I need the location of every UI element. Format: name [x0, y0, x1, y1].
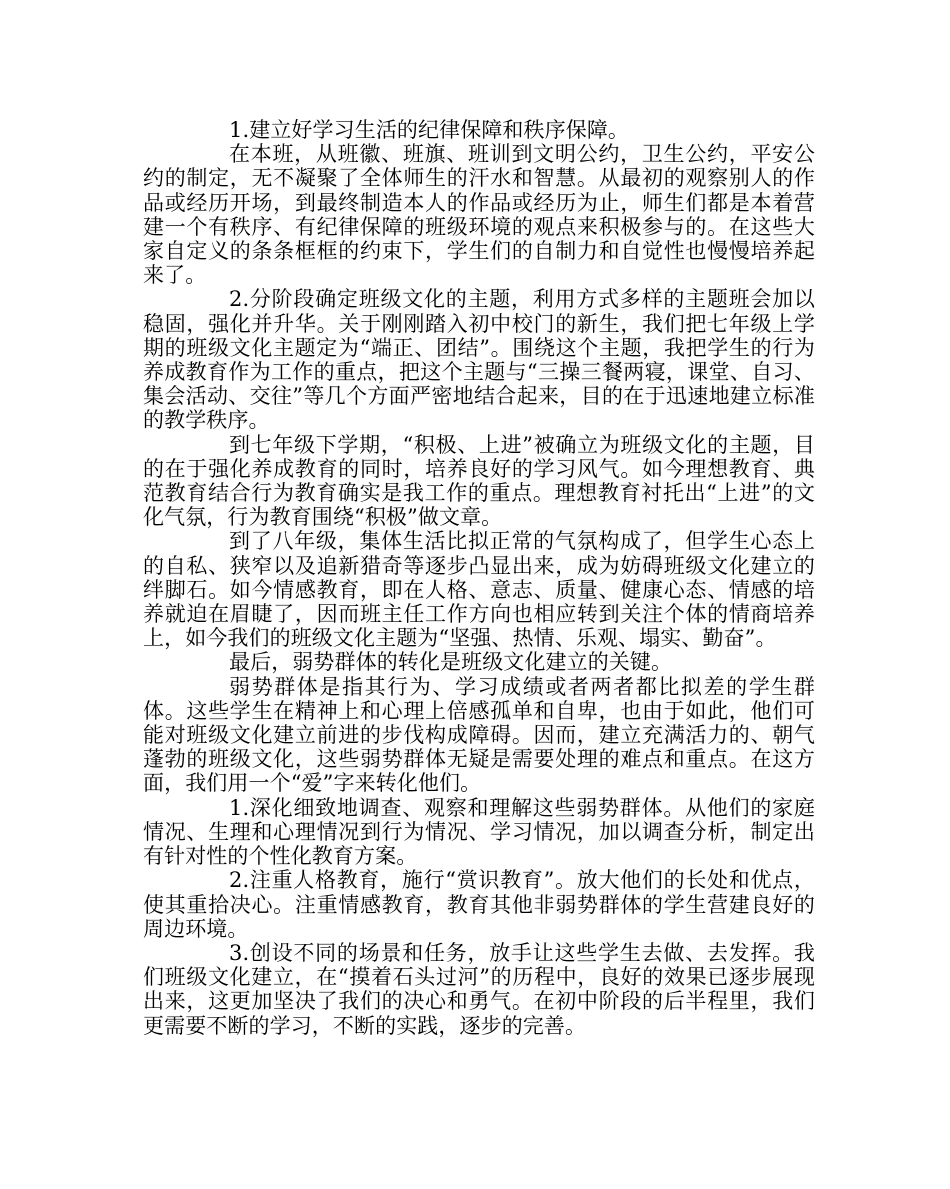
paragraph-3: 2.分阶段确定班级文化的主题，利用方式多样的主题班会加以稳固，强化并升华。关于刚刚踏入初中校门的新生，我们把七年级上学期的班级文化主题定为“端正、团结”。围绕这个主题，我把学生的行为养成教育作为工作的重点，把这个主题与“三操三餐两寝，课堂、自习、集会活动、交往”等几个方面严密地结合起来，目的在于迅速地建立标准的教学秩序。	[143, 287, 815, 433]
paragraph-2: 在本班，从班徽、班旗、班训到文明公约，卫生公约，平安公约的制定，无不凝聚了全体师生的汗水和智慧。从最初的观察别人的作品或经历开场，到最终制造本人的作品或经历为止，师生们都是本着营建一个有秩序、有纪律保障的班级环境的观点来积极参与的。在这些大家自定义的条条框框的约束下，学生们的自制力和自觉性也慢慢培养起来了。	[143, 142, 815, 288]
paragraph-7: 弱势群体是指其行为、学习成绩或者两者都比拟差的学生群体。这些学生在精神上和心理上倍感孤单和自卑，也由于如此，他们可能对班级文化建立前进的步伐构成障碍。因而，建立充满活力的、朝气蓬勃的班级文化，这些弱势群体无疑是需要处理的难点和重点。在这方面，我们用一个“爱”字来转化他们。	[143, 674, 815, 796]
paragraph-10: 3.创设不同的场景和任务，放手让这些学生去做、去发挥。我们班级文化建立，在“摸着石头过河”的历程中，良好的效果已逐步展现出来，这更加坚决了我们的决心和勇气。在初中阶段的后半程里，我们更需要不断的学习，不断的实践，逐步的完善。	[143, 940, 815, 1038]
paragraph-9: 2.注重人格教育，施行“赏识教育”。放大他们的长处和优点，使其重拾决心。注重情感教育，教育其他非弱势群体的学生营建良好的周边环境。	[143, 868, 815, 941]
document-body	[143, 118, 815, 1038]
paragraph-4: 到七年级下学期，“积极、上进”被确立为班级文化的主题，目的在于强化养成教育的同时，培养良好的学习风气。如今理想教育、典范教育结合行为教育确实是我工作的重点。理想教育衬托出“上进”的文化气氛，行为教育围绕“积极”做文章。	[143, 432, 815, 530]
paragraph-6: 最后，弱势群体的转化是班级文化建立的关键。	[229, 650, 673, 675]
paragraph-8: 1.深化细致地调查、观察和理解这些弱势群体。从他们的家庭情况、生理和心理情况到行为情况、学习情况，加以调查分析，制定出有针对性的个性化教育方案。	[143, 795, 815, 869]
paragraph-5: 到了八年级，集体生活比拟正常的气氛构成了，但学生心态上的自私、狭窄以及追新猎奇等逐步凸显出来，成为妨碍班级文化建立的绊脚石。如今情感教育，即在人格、意志、质量、健康心态、情感的培养就迫在眉睫了，因而班主任工作方向也相应转到关注个体的情商培养上，如今我们的班级文化主题为“坚强、热情、乐观、塌实、勤奋”。	[143, 529, 815, 651]
paragraph-1: 1.建立好学习生活的纪律保障和秩序保障。	[229, 118, 630, 142]
